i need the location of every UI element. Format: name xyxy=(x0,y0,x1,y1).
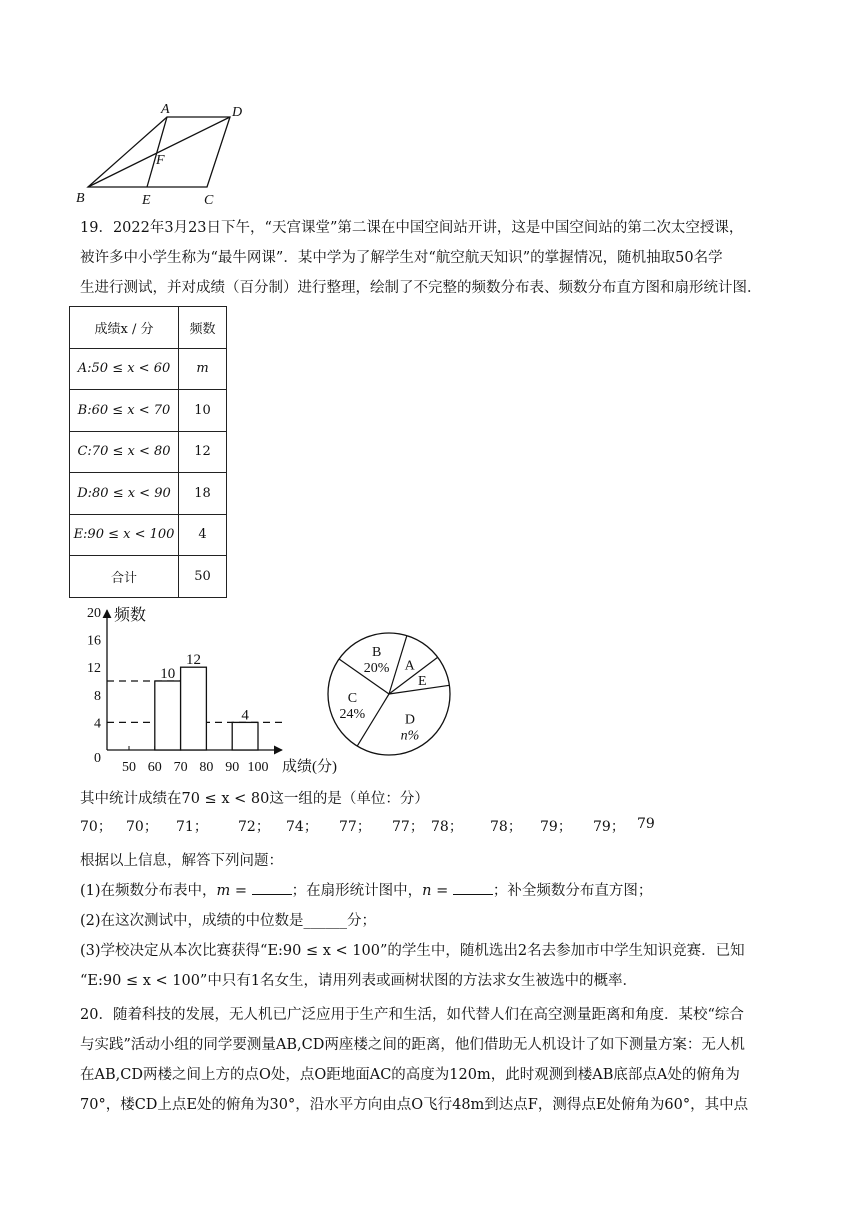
data-intro: 其中统计成绩在70 ≤ x < 80这一组的是（单位：分） xyxy=(80,791,429,807)
table-row xyxy=(70,514,227,556)
x-tick-label: 90 xyxy=(225,760,240,775)
frequency-table xyxy=(69,306,227,598)
label-e: E xyxy=(142,193,151,208)
table-cell: 12 xyxy=(179,431,227,473)
table-cell: C:70 ≤ x < 80 xyxy=(70,431,179,473)
bar-value-label: 4 xyxy=(241,707,249,724)
pie-slice-name: B xyxy=(371,645,382,661)
sub-question-1: (1)在频数分布表中，m = ；在扇形统计图中，n = ；补全频数分布直方图； xyxy=(80,876,780,906)
answer-blank-m[interactable] xyxy=(252,880,292,895)
table-cell: 18 xyxy=(179,473,227,515)
pie-slice-percent: 24% xyxy=(339,707,366,723)
x-tick-label: 100 xyxy=(247,760,269,775)
table-cell: 合计 xyxy=(70,556,179,598)
sub-question-3-line2: “E:90 ≤ x < 100”中只有1名女生，请用列表或画树状图的方法求女生被选中的概率． xyxy=(80,973,638,989)
x-tick-label: 50 xyxy=(122,760,136,775)
data-value: 79 xyxy=(637,816,655,832)
q19-line1: 19．2022年3月23日下午，“天宫课堂”第二课在中国空间站开讲，这是中国空间站的第二次太空授课， xyxy=(80,220,744,236)
table-cell: 10 xyxy=(179,390,227,432)
sub1-text-b: ；在扇形统计图中， xyxy=(291,883,423,899)
y-tick-label: 8 xyxy=(94,688,101,704)
q20-line1: 20．随着科技的发展，无人机已广泛应用于生产和生活，如代替人们在高空测量距离和角度．某校“综合 xyxy=(80,1007,744,1023)
table-row xyxy=(70,473,227,515)
histogram-bar xyxy=(181,667,207,750)
sub-question-3-line1: (3)学校决定从本次比赛获得“E:90 ≤ x < 100”的学生中，随机选出2名去参加市中学生知识竞赛．已知 xyxy=(80,943,745,959)
y-tick-label: 0 xyxy=(94,751,101,766)
y-tick-label: 20 xyxy=(87,606,101,621)
table-cell: 4 xyxy=(179,514,227,556)
data-value: 78； xyxy=(490,819,522,835)
q20-line4: 70°，楼CD上点E处的俯角为30°，沿水平方向由点O飞行48m到达点F，测得点E处俯角为60°，其中点 xyxy=(80,1097,749,1113)
bar-value-label: 12 xyxy=(186,652,201,669)
y-tick-label: 16 xyxy=(87,633,101,649)
pie-slice-name: E xyxy=(417,674,427,690)
x-axis-label: 成绩(分) xyxy=(282,759,337,775)
data-value: 72； xyxy=(238,819,270,835)
sub1-n: n xyxy=(422,883,432,899)
data-value: 78； xyxy=(431,819,463,835)
sub1-m: m xyxy=(216,883,231,899)
q20-line2: 与实践”活动小组的同学要测量AB,CD两座楼之间的距离，他们借助无人机设计了如下测量方案：无人机 xyxy=(80,1037,745,1053)
table-row xyxy=(70,348,227,390)
data-value: 77； xyxy=(392,819,424,835)
x-tick-label: 60 xyxy=(147,760,162,775)
label-c: C xyxy=(204,193,214,208)
pie-slice-percent: n% xyxy=(400,728,420,744)
data-value: 71； xyxy=(176,819,208,835)
answer-prompt: 根据以上信息，解答下列问题： xyxy=(80,853,283,869)
table-header: 频数 xyxy=(179,307,227,349)
x-tick-label: 80 xyxy=(199,760,214,775)
label-b: B xyxy=(76,191,85,206)
data-value: 79； xyxy=(540,819,572,835)
table-row xyxy=(70,390,227,432)
bar-value-label: 10 xyxy=(160,666,176,682)
pie-slice-name: D xyxy=(404,712,415,728)
q20-line3: 在AB,CD两楼之间上方的点O处，点O距地面AC的高度为120m，此时观测到楼AB底部点A处的俯角为 xyxy=(80,1067,740,1083)
histogram-bar xyxy=(155,681,181,750)
table-cell: E:90 ≤ x < 100 xyxy=(70,514,179,556)
table-cell: 50 xyxy=(179,556,227,598)
pie-slice-name: A xyxy=(404,658,415,674)
data-value: 74； xyxy=(286,819,318,835)
table-row xyxy=(70,556,227,598)
label-a: A xyxy=(161,102,170,117)
data-value: 70； xyxy=(80,819,112,835)
table-header: 成绩x / 分 xyxy=(70,307,179,349)
q19-line3: 生进行测试，并对成绩（百分制）进行整理，绘制了不完整的频数分布表、频数分布直方图和扇形统计图． xyxy=(80,280,762,296)
table-cell: D:80 ≤ x < 90 xyxy=(70,473,179,515)
table-cell: B:60 ≤ x < 70 xyxy=(70,390,179,432)
histogram-bar xyxy=(232,722,258,750)
sub-question-2: (2)在这次测试中，成绩的中位数是______分； xyxy=(80,913,377,929)
parallelogram-figure xyxy=(70,98,260,210)
data-value: 77； xyxy=(339,819,371,835)
table-header-row xyxy=(70,307,227,349)
sub1-text-c: ；补全频数分布直方图； xyxy=(492,883,653,899)
data-value: 79； xyxy=(593,819,625,835)
q19-line2: 被许多中小学生称为“最牛网课”．某中学为了解学生对“航空航天知识”的掌握情况，随机抽取50名学 xyxy=(80,250,723,266)
data-value: 70； xyxy=(126,819,158,835)
pie-slice-percent: 20% xyxy=(363,661,390,677)
y-axis-label: 频数 xyxy=(114,607,147,624)
y-tick-label: 4 xyxy=(94,716,101,732)
answer-blank-n[interactable] xyxy=(453,880,493,895)
pie-chart xyxy=(322,628,458,764)
pie-slice-name: C xyxy=(347,691,358,707)
table-cell: m xyxy=(179,348,227,390)
label-f: F xyxy=(156,153,165,168)
label-d: D xyxy=(232,105,243,120)
sub1-text-a: (1)在频数分布表中， xyxy=(80,883,217,899)
table-row xyxy=(70,431,227,473)
y-tick-label: 12 xyxy=(87,661,101,677)
table-cell: A:50 ≤ x < 60 xyxy=(70,348,179,390)
x-tick-label: 70 xyxy=(173,760,188,775)
